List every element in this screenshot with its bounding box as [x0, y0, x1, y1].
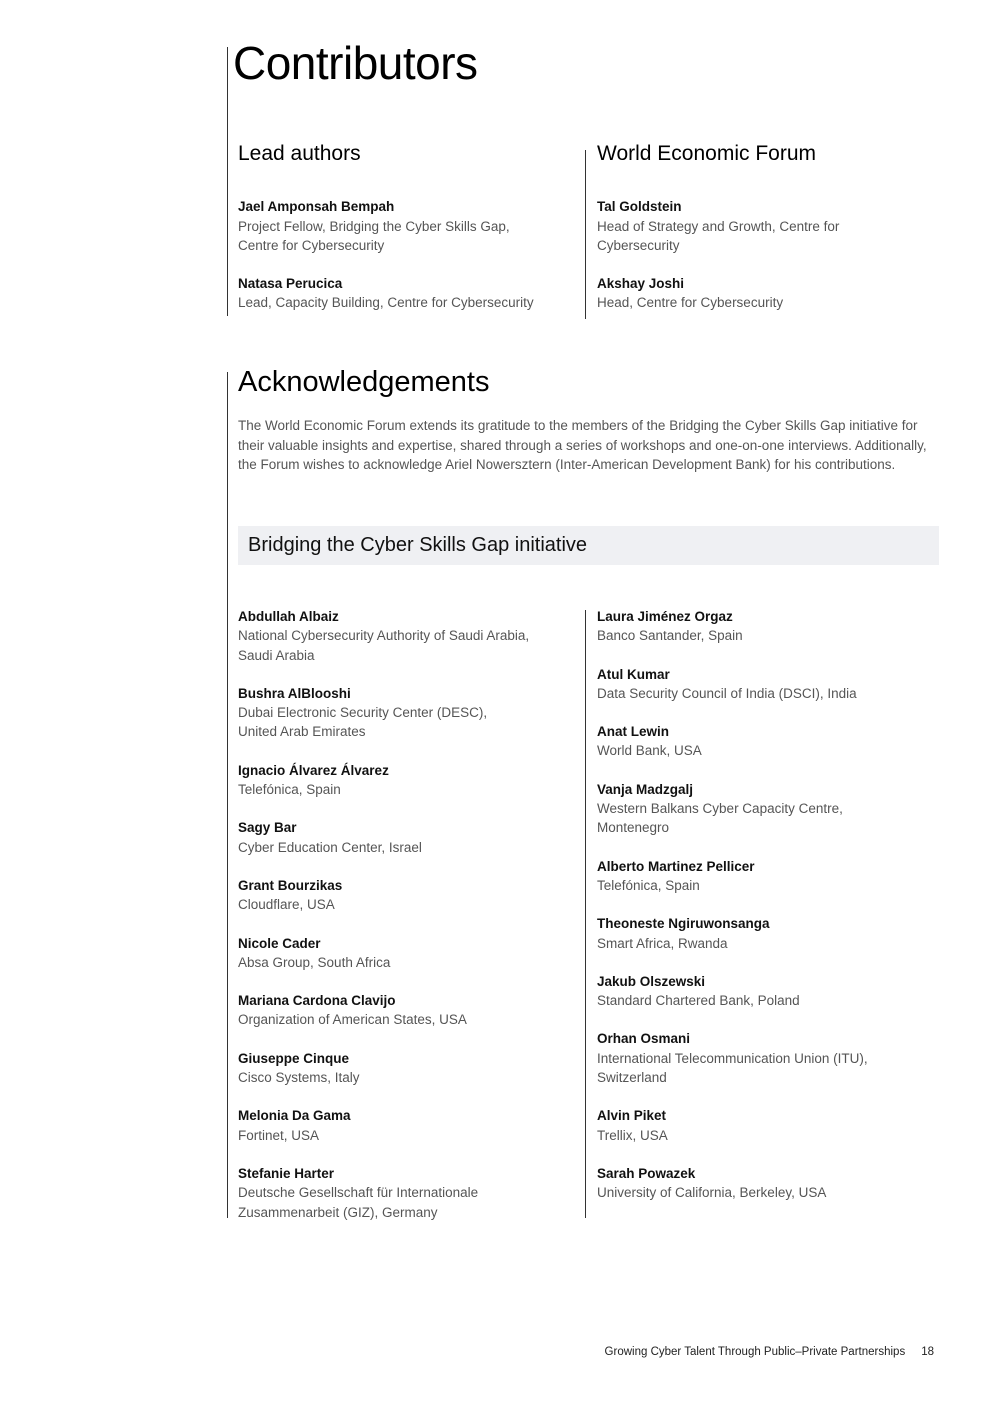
- person-affiliation: Telefónica, Spain: [597, 877, 700, 893]
- person-name: Jael Amponsah Bempah: [238, 199, 395, 215]
- person-affiliation: Saudi Arabia: [238, 647, 315, 663]
- person-affiliation: United Arab Emirates: [238, 724, 366, 740]
- person-affiliation: Cloudflare, USA: [238, 897, 335, 913]
- person-entry: [238, 934, 573, 973]
- person-entry: [597, 274, 932, 313]
- column-rule: [585, 150, 586, 319]
- person-entry: [597, 197, 932, 255]
- person-list: [238, 607, 573, 1222]
- person-affiliation: Zusammenarbeit (GIZ), Germany: [238, 1204, 438, 1220]
- person-entry: [597, 1029, 932, 1087]
- person-affiliation: Deutsche Gesellschaft für Internationale: [238, 1185, 479, 1201]
- person-affiliation: Trellix, USA: [597, 1127, 668, 1143]
- footer: [605, 1346, 934, 1358]
- person-name: Anat Lewin: [597, 724, 670, 740]
- person-entry: [597, 1106, 932, 1145]
- person-affiliation: Switzerland: [597, 1070, 667, 1086]
- person-name: Alberto Martinez Pellicer: [597, 858, 755, 874]
- person-affiliation: Smart Africa, Rwanda: [597, 935, 728, 951]
- page-number: 18: [921, 1346, 934, 1358]
- person-name: Orhan Osmani: [597, 1031, 691, 1047]
- person-name: Giuseppe Cinque: [238, 1050, 350, 1066]
- person-entry: [238, 761, 573, 800]
- person-entry: [238, 876, 573, 915]
- person-affiliation: Head, Centre for Cybersecurity: [597, 295, 784, 311]
- person-affiliation: Standard Chartered Bank, Poland: [597, 993, 800, 1009]
- person-name: Sarah Powazek: [597, 1165, 696, 1181]
- person-list: [597, 607, 932, 1203]
- person-affiliation: Absa Group, South Africa: [238, 954, 391, 970]
- person-entry: [238, 1106, 573, 1145]
- person-name: Jakub Olszewski: [597, 973, 706, 989]
- person-entry: [597, 780, 932, 838]
- initiative-banner: [238, 526, 939, 565]
- person-affiliation: Cybersecurity: [597, 237, 680, 253]
- person-entry: [238, 1049, 573, 1088]
- person-entry: [238, 607, 573, 665]
- person-name: Sagy Bar: [238, 820, 297, 836]
- person-name: Vanja Madzgalj: [597, 781, 694, 797]
- person-affiliation: Western Balkans Cyber Capacity Centre,: [597, 801, 843, 817]
- person-list: [597, 197, 932, 312]
- person-name: Stefanie Harter: [238, 1165, 335, 1181]
- person-name: Natasa Perucica: [238, 276, 343, 292]
- person-entry: [597, 857, 932, 896]
- initiative-left-column: [238, 607, 573, 1241]
- person-affiliation: Montenegro: [597, 820, 670, 836]
- footer-title: Growing Cyber Talent Through Public–Private Partnerships: [604, 1346, 906, 1358]
- person-name: Akshay Joshi: [597, 276, 685, 292]
- section-rule: [227, 372, 228, 1218]
- person-affiliation: Centre for Cybersecurity: [238, 237, 385, 253]
- person-affiliation: University of California, Berkeley, USA: [597, 1185, 827, 1201]
- person-name: Melonia Da Gama: [238, 1108, 351, 1124]
- initiative-heading: Bridging the Cyber Skills Gap initiative: [248, 534, 588, 556]
- person-affiliation: World Bank, USA: [597, 743, 702, 759]
- person-entry: [597, 607, 932, 646]
- person-list: [238, 197, 573, 312]
- person-name: Theoneste Ngiruwonsanga: [597, 916, 770, 932]
- initiative-right-column: [597, 607, 932, 1222]
- person-name: Atul Kumar: [597, 666, 670, 682]
- person-entry: [238, 684, 573, 742]
- person-affiliation: National Cybersecurity Authority of Saudi Arabia,: [238, 628, 530, 644]
- person-entry: [238, 274, 573, 313]
- person-affiliation: International Telecommunication Union (ITU),: [597, 1050, 868, 1066]
- person-entry: [238, 1164, 573, 1222]
- person-name: Abdullah Albaiz: [238, 609, 339, 624]
- person-affiliation: Project Fellow, Bridging the Cyber Skills Gap,: [238, 218, 510, 234]
- person-entry: [597, 665, 932, 704]
- person-affiliation: Organization of American States, USA: [238, 1012, 467, 1028]
- person-entry: [238, 991, 573, 1030]
- lead-authors-column: [238, 144, 573, 332]
- person-entry: [597, 722, 932, 761]
- wef-heading: World Economic Forum: [597, 142, 817, 165]
- person-affiliation: Banco Santander, Spain: [597, 628, 743, 644]
- person-affiliation: Cisco Systems, Italy: [238, 1070, 360, 1086]
- person-entry: [238, 197, 573, 255]
- section-rule: [227, 47, 228, 316]
- wef-column: [597, 144, 932, 332]
- person-affiliation: Cyber Education Center, Israel: [238, 839, 422, 855]
- person-name: Tal Goldstein: [597, 199, 682, 215]
- person-affiliation: Dubai Electronic Security Center (DESC),: [238, 705, 488, 721]
- acknowledgements-heading: Acknowledgements: [238, 366, 490, 398]
- person-entry: [597, 914, 932, 953]
- person-name: Mariana Cardona Clavijo: [238, 993, 396, 1009]
- person-entry: [238, 818, 573, 857]
- person-affiliation: Lead, Capacity Building, Centre for Cybersecurity: [238, 295, 534, 311]
- person-affiliation: Data Security Council of India (DSCI), India: [597, 685, 857, 701]
- person-name: Bushra AlBlooshi: [238, 685, 351, 701]
- person-name: Alvin Piket: [597, 1108, 667, 1124]
- person-name: Laura Jiménez Orgaz: [597, 609, 733, 624]
- person-entry: [597, 1164, 932, 1203]
- person-affiliation: Fortinet, USA: [238, 1127, 320, 1143]
- column-rule: [585, 610, 586, 1218]
- person-name: Nicole Cader: [238, 935, 321, 951]
- person-entry: [597, 972, 932, 1011]
- page-title: Contributors: [233, 37, 478, 89]
- lead-authors-heading: Lead authors: [238, 142, 361, 165]
- person-affiliation: Head of Strategy and Growth, Centre for: [597, 218, 840, 234]
- person-affiliation: Telefónica, Spain: [238, 782, 341, 798]
- person-name: Ignacio Álvarez Álvarez: [238, 762, 389, 778]
- acknowledgements-text: The World Economic Forum extends its gratitude to the members of the Bridging the Cyber Skills Gap initiative for their valuable insights and expertise, shared through a series of workshops and one-on-one interviews. Additionally, the Forum wishes to acknowledge Ariel Nowersztern (Inter-American Development Bank) for his contributions.: [238, 418, 927, 472]
- person-name: Grant Bourzikas: [238, 877, 343, 893]
